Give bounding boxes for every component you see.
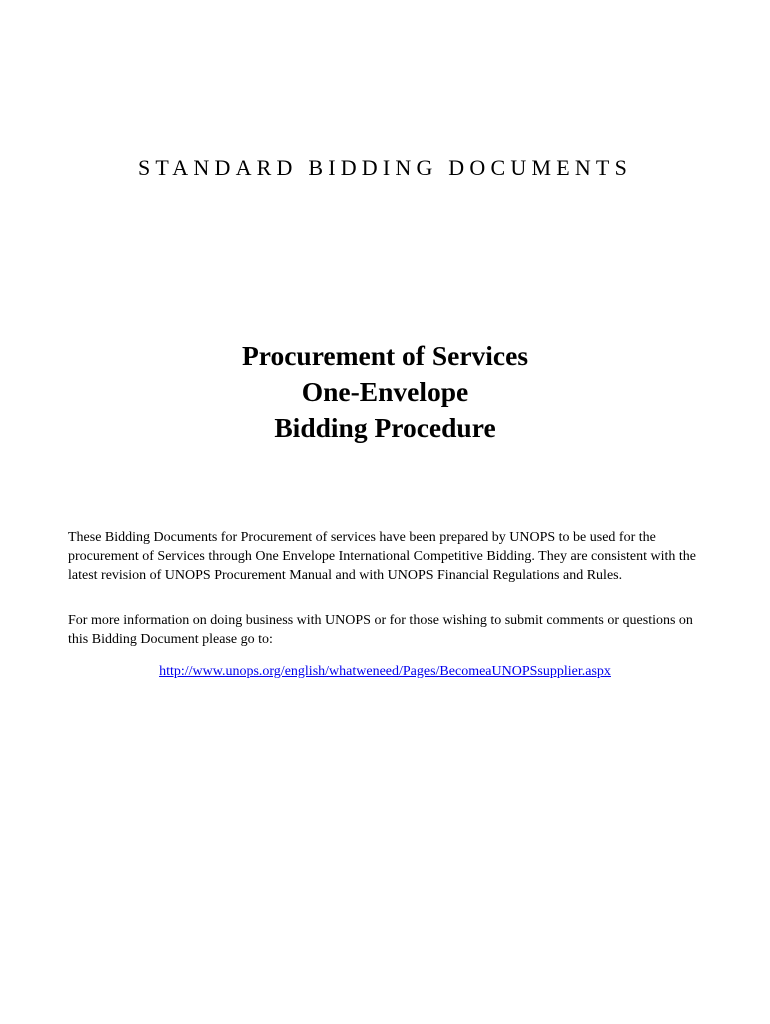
info-paragraph: For more information on doing business with UNOPS or for those wishing to submit comments or questions on this Bidding Document please go to:: [68, 613, 693, 647]
document-main-title: [0, 338, 770, 446]
intro-paragraph: These Bidding Documents for Procurement of services have been prepared by UNOPS to be used for the procurement of Services through One Envelope International Competitive Bidding. They are consistent with the latest revision of UNOPS Procurement Manual and with UNOPS Financial Regulations and Rules.: [68, 530, 697, 583]
link-container: [0, 664, 770, 680]
unops-supplier-link[interactable]: http://www.unops.org/english/whatweneed/Pages/BecomeaUNOPSsupplier.aspx: [159, 664, 611, 679]
main-title-line-3: Bidding Procedure: [274, 412, 496, 443]
main-title-line-1: Procurement of Services: [241, 340, 529, 371]
document-header-title: STANDARD BIDDING DOCUMENTS: [138, 155, 632, 180]
main-title-line-2: One-Envelope: [301, 376, 469, 407]
